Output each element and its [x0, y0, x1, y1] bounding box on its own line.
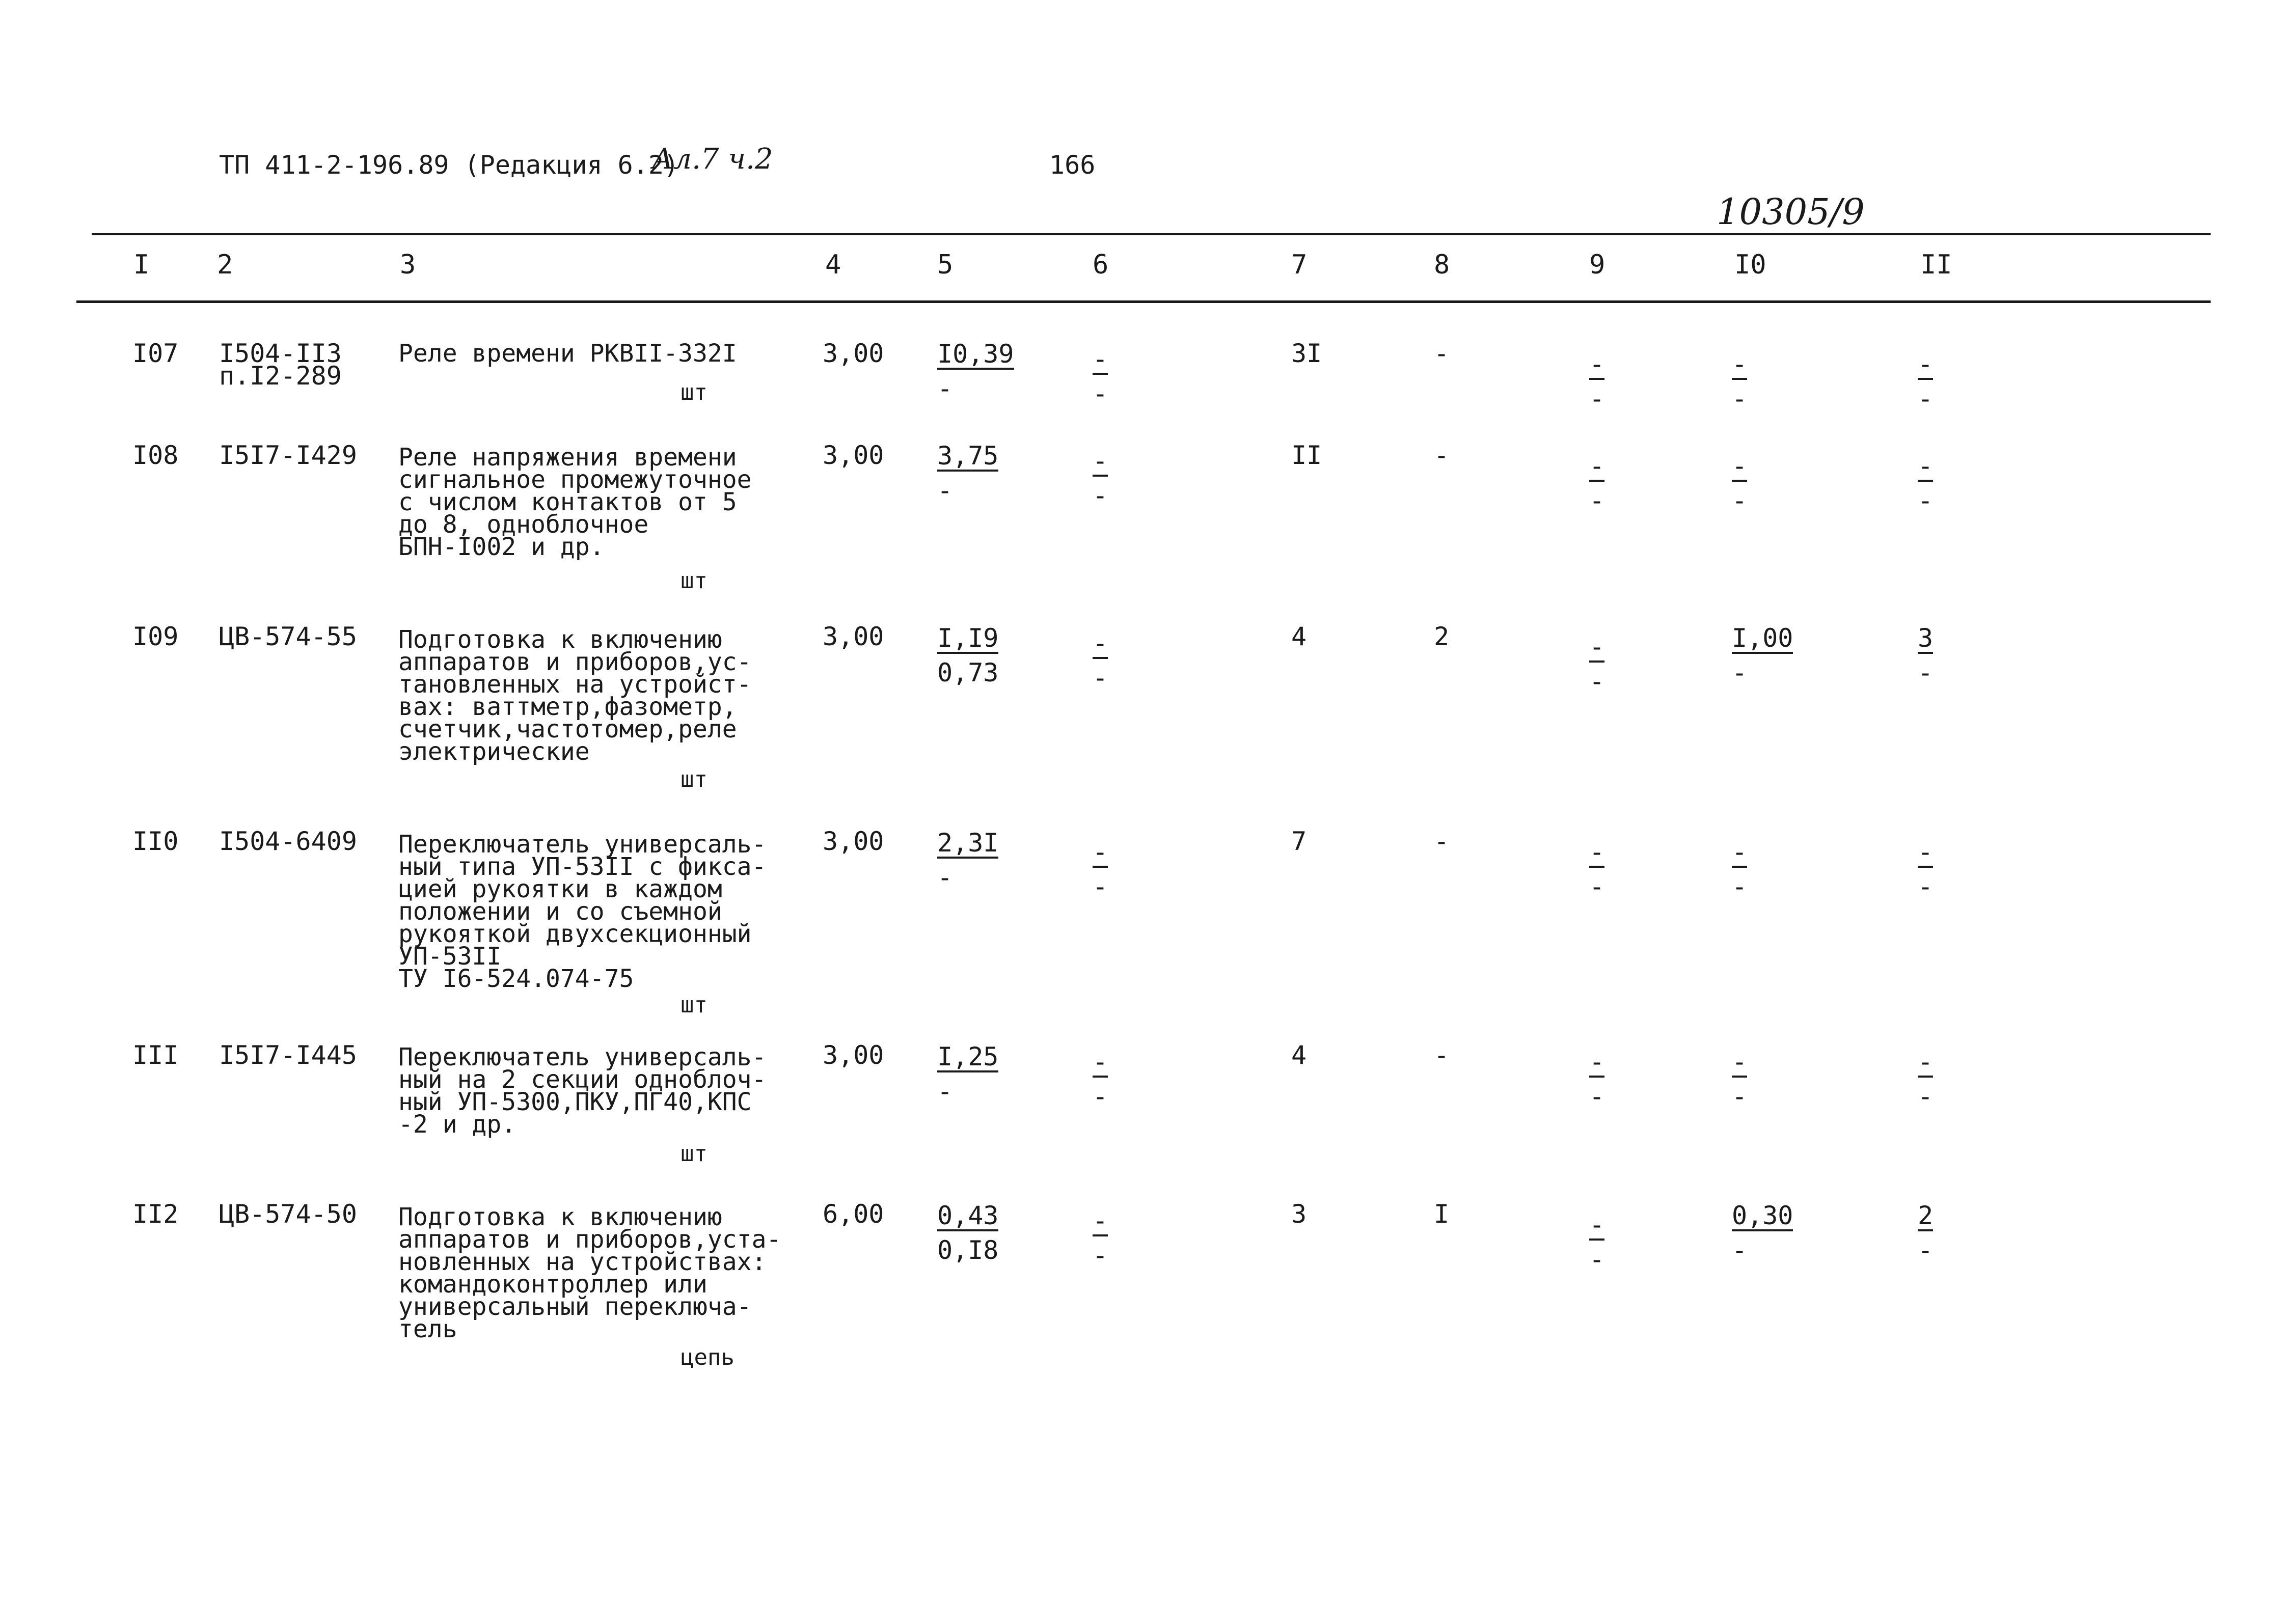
item-description: Подготовка к включению аппаратов и приборов,ус- тановленных на устройст- вах: ваттметр,фазометр, счетчик,частотомер,реле электрические: [398, 625, 752, 766]
col6-denominator: -: [1093, 663, 1108, 693]
item-unit: цепь: [681, 1344, 734, 1370]
col5-denominator: -: [937, 1077, 953, 1106]
col11-fraction: [1918, 349, 1934, 414]
col10-denominator: -: [1732, 384, 1748, 414]
col-header-9: 9: [1589, 250, 1605, 280]
col10-fraction: [1732, 839, 1747, 899]
handwritten-annotation: Ал.7 ч.2: [652, 143, 773, 176]
col9-denominator: -: [1589, 667, 1605, 696]
col6-fraction: [1093, 346, 1108, 406]
col-header-6: 6: [1093, 250, 1109, 280]
col10-fraction: [1732, 453, 1747, 513]
top-rule: [92, 233, 2211, 235]
col6-fraction: [1093, 1049, 1108, 1109]
col5-denominator: 0,73: [937, 658, 999, 687]
col10-numerator: -: [1732, 451, 1748, 481]
col5-fraction: [937, 1044, 998, 1104]
col5-numerator: I0,39: [937, 339, 1014, 369]
col9-numerator: -: [1589, 349, 1605, 379]
col10-fraction: [1732, 625, 1793, 685]
col9-fraction: [1589, 839, 1604, 899]
col10-denominator: -: [1732, 872, 1748, 901]
col5-numerator: I,I9: [937, 623, 999, 653]
col10-denominator: -: [1732, 658, 1748, 687]
col5-numerator: 2,3I: [937, 828, 999, 858]
col7-value: 4: [1291, 622, 1307, 651]
col5-fraction: [937, 625, 998, 685]
col4-value: 3,00: [823, 827, 884, 856]
item-unit: шт: [681, 379, 707, 405]
col9-fraction: [1589, 634, 1604, 694]
col11-fraction: [1918, 1049, 1933, 1109]
col5-denominator: -: [937, 374, 953, 403]
col-header-8: 8: [1434, 250, 1450, 280]
item-code: ЦВ-574-55: [219, 622, 357, 651]
col-header-10: I0: [1734, 250, 1766, 280]
col10-numerator: -: [1732, 349, 1748, 379]
item-description: Реле времени РКВII-332I: [398, 339, 737, 368]
col5-denominator: 0,I8: [937, 1235, 999, 1265]
col6-numerator: -: [1093, 1206, 1108, 1235]
col6-numerator: -: [1093, 446, 1108, 476]
col10-denominator: -: [1732, 1082, 1748, 1111]
col11-denominator: -: [1918, 872, 1934, 901]
col11-denominator: -: [1918, 486, 1934, 515]
col6-numerator: -: [1093, 1047, 1108, 1077]
col6-numerator: -: [1093, 344, 1108, 374]
col8-value: 2: [1434, 622, 1450, 651]
col9-numerator: -: [1589, 451, 1605, 481]
col10-fraction: [1732, 349, 1748, 414]
col8-value: -: [1434, 339, 1450, 368]
col11-fraction: [1918, 839, 1933, 899]
item-code: I5I7-I429: [219, 441, 357, 470]
col5-fraction: [937, 1203, 998, 1263]
item-code: ЦВ-574-50: [219, 1199, 357, 1229]
col5-fraction: [937, 341, 1014, 401]
col10-numerator: -: [1732, 1047, 1748, 1077]
col6-denominator: -: [1093, 1241, 1108, 1270]
col11-fraction: [1918, 1203, 1933, 1263]
col6-denominator: -: [1093, 1082, 1108, 1111]
col10-numerator: I,00: [1732, 623, 1793, 653]
col10-fraction: [1732, 1203, 1793, 1263]
row-number: I07: [132, 339, 179, 368]
col9-numerator: -: [1589, 1210, 1605, 1240]
col-header-1: I: [133, 250, 150, 280]
col11-fraction: [1918, 625, 1933, 685]
col7-value: 7: [1291, 827, 1307, 856]
col-header-11: II: [1920, 250, 1952, 280]
col4-value: 3,00: [823, 339, 884, 368]
col6-numerator: -: [1093, 837, 1108, 867]
sheet-code: 10305/9: [1717, 191, 1865, 233]
col-header-7: 7: [1291, 250, 1308, 280]
item-code: I5I7-I445: [219, 1040, 357, 1070]
col11-denominator: -: [1918, 384, 1934, 414]
col9-denominator: -: [1589, 1082, 1605, 1111]
col6-fraction: [1093, 1208, 1108, 1268]
col4-value: 3,00: [823, 1040, 884, 1070]
item-code: I504-II3 п.I2-289: [219, 339, 342, 391]
item-description: Переключатель универсаль- ный на 2 секции одноблоч- ный УП-5300,ПКУ,ПГ40,КПС -2 и др.: [398, 1043, 767, 1139]
col9-fraction: [1589, 1212, 1604, 1272]
col6-fraction: [1093, 839, 1108, 899]
col10-numerator: 0,30: [1732, 1201, 1793, 1230]
col5-denominator: -: [937, 476, 953, 505]
col5-numerator: 0,43: [937, 1201, 999, 1230]
col9-fraction: [1589, 1049, 1604, 1109]
col11-numerator: 3: [1918, 623, 1934, 653]
col5-fraction: [937, 443, 998, 503]
item-description: Переключатель универсаль- ный типа УП-53II с фикса- цией рукоятки в каждом положении и со съемной рукояткой двухсекционный УП-53II ТУ I6-524.074-75: [398, 830, 767, 993]
col-header-4: 4: [825, 250, 841, 280]
col9-denominator: -: [1589, 872, 1605, 901]
col5-denominator: -: [937, 863, 953, 892]
col10-denominator: -: [1732, 1235, 1748, 1265]
col6-denominator: -: [1093, 872, 1108, 901]
col6-denominator: -: [1093, 379, 1108, 408]
col11-numerator: -: [1918, 837, 1934, 867]
col9-fraction: [1589, 349, 1605, 414]
col4-value: 3,00: [823, 441, 884, 470]
col5-numerator: I,25: [937, 1042, 999, 1071]
col9-numerator: -: [1589, 837, 1605, 867]
col9-fraction: [1589, 453, 1604, 513]
col6-fraction: [1093, 630, 1108, 691]
row-number: III: [132, 1040, 179, 1070]
col-header-2: 2: [217, 250, 233, 280]
col11-numerator: -: [1918, 349, 1934, 379]
col9-denominator: -: [1589, 1245, 1605, 1274]
col11-fraction: [1918, 453, 1933, 513]
col9-denominator: -: [1589, 384, 1605, 414]
col11-denominator: -: [1918, 1082, 1934, 1111]
col8-value: -: [1434, 1040, 1450, 1070]
col9-denominator: -: [1589, 486, 1605, 515]
item-unit: шт: [681, 1141, 707, 1167]
item-unit: шт: [681, 766, 707, 792]
col10-numerator: -: [1732, 837, 1748, 867]
col8-value: -: [1434, 441, 1450, 470]
col5-fraction: [937, 830, 998, 890]
col9-numerator: -: [1589, 1047, 1605, 1077]
col10-denominator: -: [1732, 486, 1748, 515]
col7-value: II: [1291, 441, 1322, 470]
row-number: II2: [132, 1199, 179, 1229]
col6-numerator: -: [1093, 628, 1108, 658]
col11-numerator: -: [1918, 1047, 1934, 1077]
col5-numerator: 3,75: [937, 441, 999, 471]
col11-denominator: -: [1918, 658, 1934, 687]
item-description: Подготовка к включению аппаратов и приборов,уста- новленных на устройствах: командоконтроллер или универсальный переключа- тель: [398, 1203, 781, 1343]
page-number: 166: [1049, 150, 1096, 180]
item-unit: шт: [681, 992, 707, 1018]
col8-value: -: [1434, 827, 1450, 856]
col-header-5: 5: [937, 250, 954, 280]
col11-numerator: -: [1918, 451, 1934, 481]
row-number: II0: [132, 827, 179, 856]
col11-denominator: -: [1918, 1235, 1934, 1265]
col10-fraction: [1732, 1049, 1747, 1109]
col7-value: 3I: [1291, 339, 1322, 368]
col7-value: 3: [1291, 1199, 1307, 1229]
item-unit: шт: [681, 568, 707, 594]
col4-value: 6,00: [823, 1199, 884, 1229]
col4-value: 3,00: [823, 622, 884, 651]
item-description: Реле напряжения времени сигнальное промежуточное с числом контактов от 5 до 8, одноблочное БПН-I002 и др.: [398, 443, 752, 561]
col6-denominator: -: [1093, 481, 1108, 510]
row-number: I09: [132, 622, 179, 651]
doc-reference: ТП 411-2-196.89 (Редакция 6.2): [219, 150, 679, 180]
col-header-3: 3: [400, 250, 416, 280]
col8-value: I: [1434, 1199, 1450, 1229]
item-code: I504-6409: [219, 827, 357, 856]
col9-numerator: -: [1589, 632, 1605, 662]
col11-numerator: 2: [1918, 1201, 1934, 1230]
header-rule: [76, 300, 2211, 303]
row-number: I08: [132, 441, 179, 470]
col6-fraction: [1093, 448, 1108, 508]
col7-value: 4: [1291, 1040, 1307, 1070]
